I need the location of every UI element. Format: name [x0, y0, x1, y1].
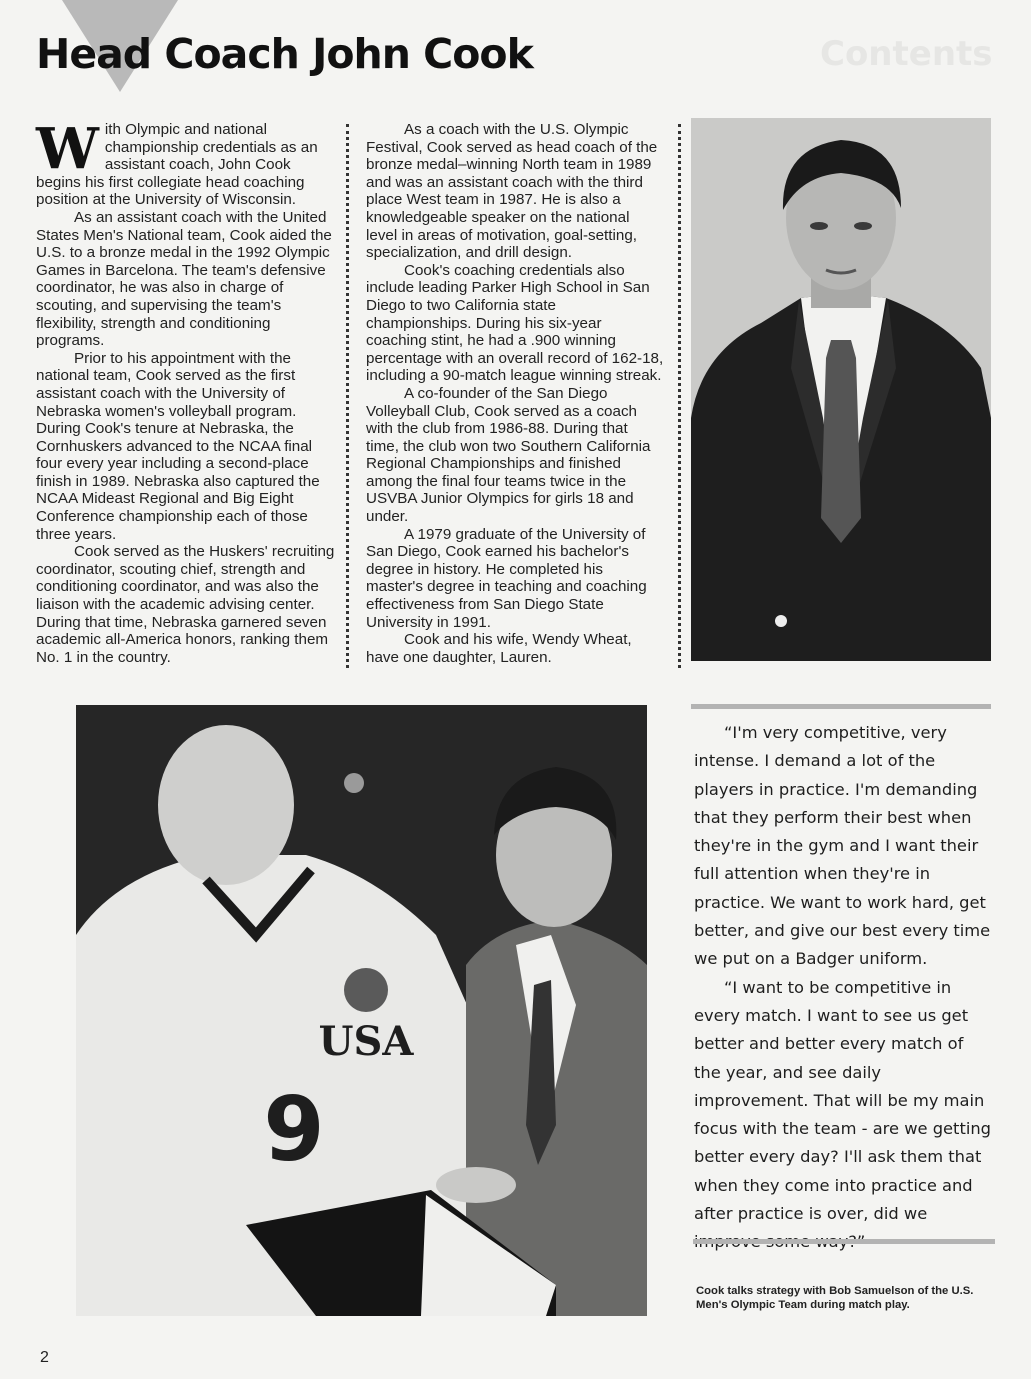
- article-paragraph: As an assistant coach with the United States Men's National team, Cook aided the U.S. to a bronze medal in the 1992 Olympic Games in Barcelona. The team's defensive coordinator, he was also in charge of scouting, and supervising the team's flexibility, strength and conditioning programs.: [36, 208, 332, 350]
- article-paragraph: With Olympic and national championship credentials as an assistant coach, John Cook begins his first collegiate head coaching position at the University of Wisconsin.: [36, 116, 318, 209]
- coach-portrait-photo: [691, 118, 991, 661]
- photo-caption: Cook talks strategy with Bob Samuelson of the U.S. Men's Olympic Team during match play.: [696, 1285, 974, 1311]
- dotted-column-divider: [678, 124, 681, 668]
- dotted-column-divider: [346, 124, 349, 668]
- article-paragraph: Cook and his wife, Wendy Wheat, have one daughter, Lauren.: [366, 631, 632, 666]
- article-paragraph: Prior to his appointment with the national team, Cook served as the first assistant coach with the University of Nebraska women's volleyball program. During Cook's tenure at Nebraska, the Cornhuskers advanced to the NCAA final four every year including a second-place finish in 1989. Nebraska also captured the NCAA Mideast Regional and Big Eight Conference championship each of those three years.: [36, 349, 320, 543]
- jersey-number: 9: [263, 1078, 325, 1181]
- article-left-column: [36, 116, 336, 666]
- drop-cap: W: [36, 116, 99, 182]
- article-paragraph: A 1979 graduate of the University of San Diego, Cook earned his bachelor's degree in history. He completed his master's degree in teaching and coaching effectiveness from San Diego State University in 1991.: [366, 525, 647, 631]
- coach-quote: [694, 719, 994, 1257]
- action-photo: [76, 705, 647, 1316]
- article-paragraph: As a coach with the U.S. Olympic Festival, Cook served as head coach of the bronze medal–winning North team in 1989 and was an assistant coach with the third place West team in 1987. He is also a knowledgeable speaker on the national level in areas of motivation, goal-setting, specialization, and drill design.: [366, 121, 658, 262]
- article-paragraph: Cook served as the Huskers' recruiting coordinator, scouting chief, strength and conditioning coordinator, and was also the liaison with the academic advising center. During that time, Nebraska garnered seven academic all-America honors, ranking them No. 1 in the country.: [36, 543, 335, 666]
- article-paragraph: A co-founder of the San Diego Volleyball Club, Cook served as a coach with the club from 1986-88. During that time, the club won two Southern California Regional Championships and finished among the final four teams twice in the USVBA Junior Olympics for girls 18 and under.: [366, 384, 651, 526]
- faded-heading: Contents: [820, 34, 993, 74]
- page-number: 2: [40, 1349, 49, 1366]
- quote-rule-bottom: [693, 1239, 995, 1244]
- page-title: Head Coach John Cook: [36, 30, 533, 78]
- quote-paragraph: “I'm very competitive, very intense. I demand a lot of the players in practice. I'm demanding that they perform their best when they're in the gym and I want their full attention when they're in practice. We want to work hard, get better, and give our best every time we put on a Badger uniform.: [694, 723, 991, 969]
- article-paragraph: Cook's coaching credentials also include leading Parker High School in San Diego to two California state championships. During his six-year coaching stint, he had a .900 winning percentage with an overall record of 162-18, including a 90-match league winning streak.: [366, 261, 664, 385]
- jersey-usa-text: USA: [318, 1018, 414, 1065]
- quote-rule-top: [691, 704, 991, 709]
- article-middle-column: [366, 121, 664, 666]
- quote-paragraph: “I want to be competitive in every match. I want to see us get better and better every match of the year, and see daily improvement. That will be my main focus with the team - are we getting better every day? I'll ask them that when they come into practice and after practice is over, did we: [694, 977, 992, 1224]
